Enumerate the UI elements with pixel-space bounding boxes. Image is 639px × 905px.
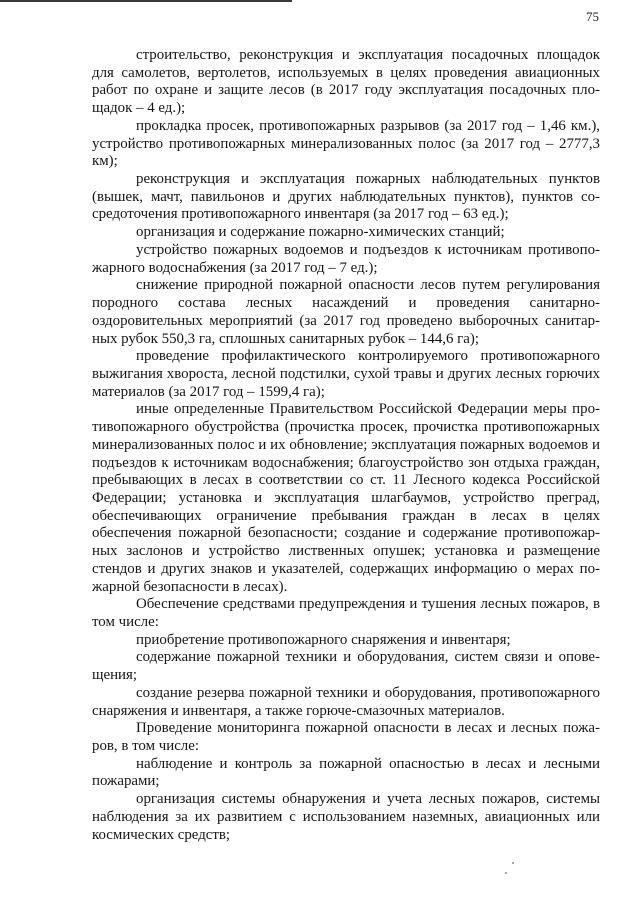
paragraph-controlled-burning: проведение профилактического контролируемого противопожарного выжигания хвороста, лесной подстилки, сухой травы и других лесных горючих материалов (за 2017 год – 1599,4 га); (92, 348, 600, 400)
paragraph-monitoring: Проведение мониторинга пожарной опасности в лесах и лесных пожаров, в том числе: (92, 720, 600, 755)
scan-edge-line (0, 0, 292, 2)
paragraph-observation-control: наблюдение и контроль за пожарной опасностью в лесах и лесными пожарами; (92, 755, 600, 790)
paragraph-observation-posts: реконструкция и эксплуатация пожарных наблюдательных пунктов (вышек, мачт, павильонов и других наблюдательных пунктов), пунктов сосредоточения противопожарного инвентаря (за 2017 год – 63 ед.); (92, 171, 600, 223)
paragraph-clearings-firebreaks: прокладка просек, противопожарных разрывов (за 2017 год – 1,46 км.), устройство противопожарных минерализованных полос (за 2017 год – 2777,3 км); (92, 117, 600, 170)
paragraph-prevention-means: Обеспечение средствами предупреждения и тушения лесных пожаров, в том числе: (92, 596, 600, 630)
paragraph-equipment-maintenance: содержание пожарной техники и оборудования, систем связи и оповещения; (92, 649, 600, 684)
paragraph-fire-chemical-stations: организация и содержание пожарно-химических станций; (136, 224, 505, 241)
paragraph-fire-reservoirs: устройство пожарных водоемов и подъездов к источникам противопожарного водоснабжения (за 2017 год – 7 ед.); (92, 241, 600, 276)
scan-speck (505, 872, 507, 874)
document-body (92, 47, 600, 844)
paragraph-fire-hazard-reduction: снижение природной пожарной опасности лесов путем регулирования породного состава лесных насаждений и проведения санитарно-оздоровительных мероприятий (за 2017 год проведено выборочных санитарных рубок 550,3 га, сплошных санитарных рубок – 144,6 га); (92, 277, 600, 347)
paragraph-equipment-purchase: приобретение противопожарного снаряжения и инвентаря; (136, 631, 511, 648)
page-number: 75 (586, 9, 599, 24)
scan-speck (512, 862, 514, 864)
paragraph-detection-system: организация системы обнаружения и учета лесных пожаров, системы наблюдения за их развитием с использованием наземных, авиационных или космических средств; (92, 791, 600, 843)
paragraph-equipment-reserve: создание резерва пожарной техники и оборудования, противопожарного снаряжения и инвентаря, а также горюче-смазочных материалов. (92, 684, 600, 719)
paragraph-landing-sites: строительство, реконструкция и эксплуатация посадочных площадок для самолетов, вертолетов, используемых в целях проведения авиационных работ по охране и защите лесов (в 2017 году эксплуатация посадочных площадок – 4 ед.); (92, 47, 600, 117)
paragraph-other-measures: иные определенные Правительством Российской Федерации меры противопожарного обустройства (прочистка просек, прочистка противопожарных минерализованных полос и их обновление; эксплуатация пожарных водоемов и подъездов к источникам водоснабжения; благоустройство зон отдыха граждан, пребывающих в лесах в соответствии со ст. 11 Лесного кодекса Российской Федерации; установка и эксплуатация шлагбаумов, устройство преград, обеспечивающих ограничение пребывания граждан в лесах в целях обеспечения пожарной безопасности; создание и содержание противопожарных заслонов и устройство лиственных опушек; установка и размещение стендов и других знаков и указателей, содержащих информацию о мерах пожарной безопасности в лесах). (92, 401, 600, 595)
